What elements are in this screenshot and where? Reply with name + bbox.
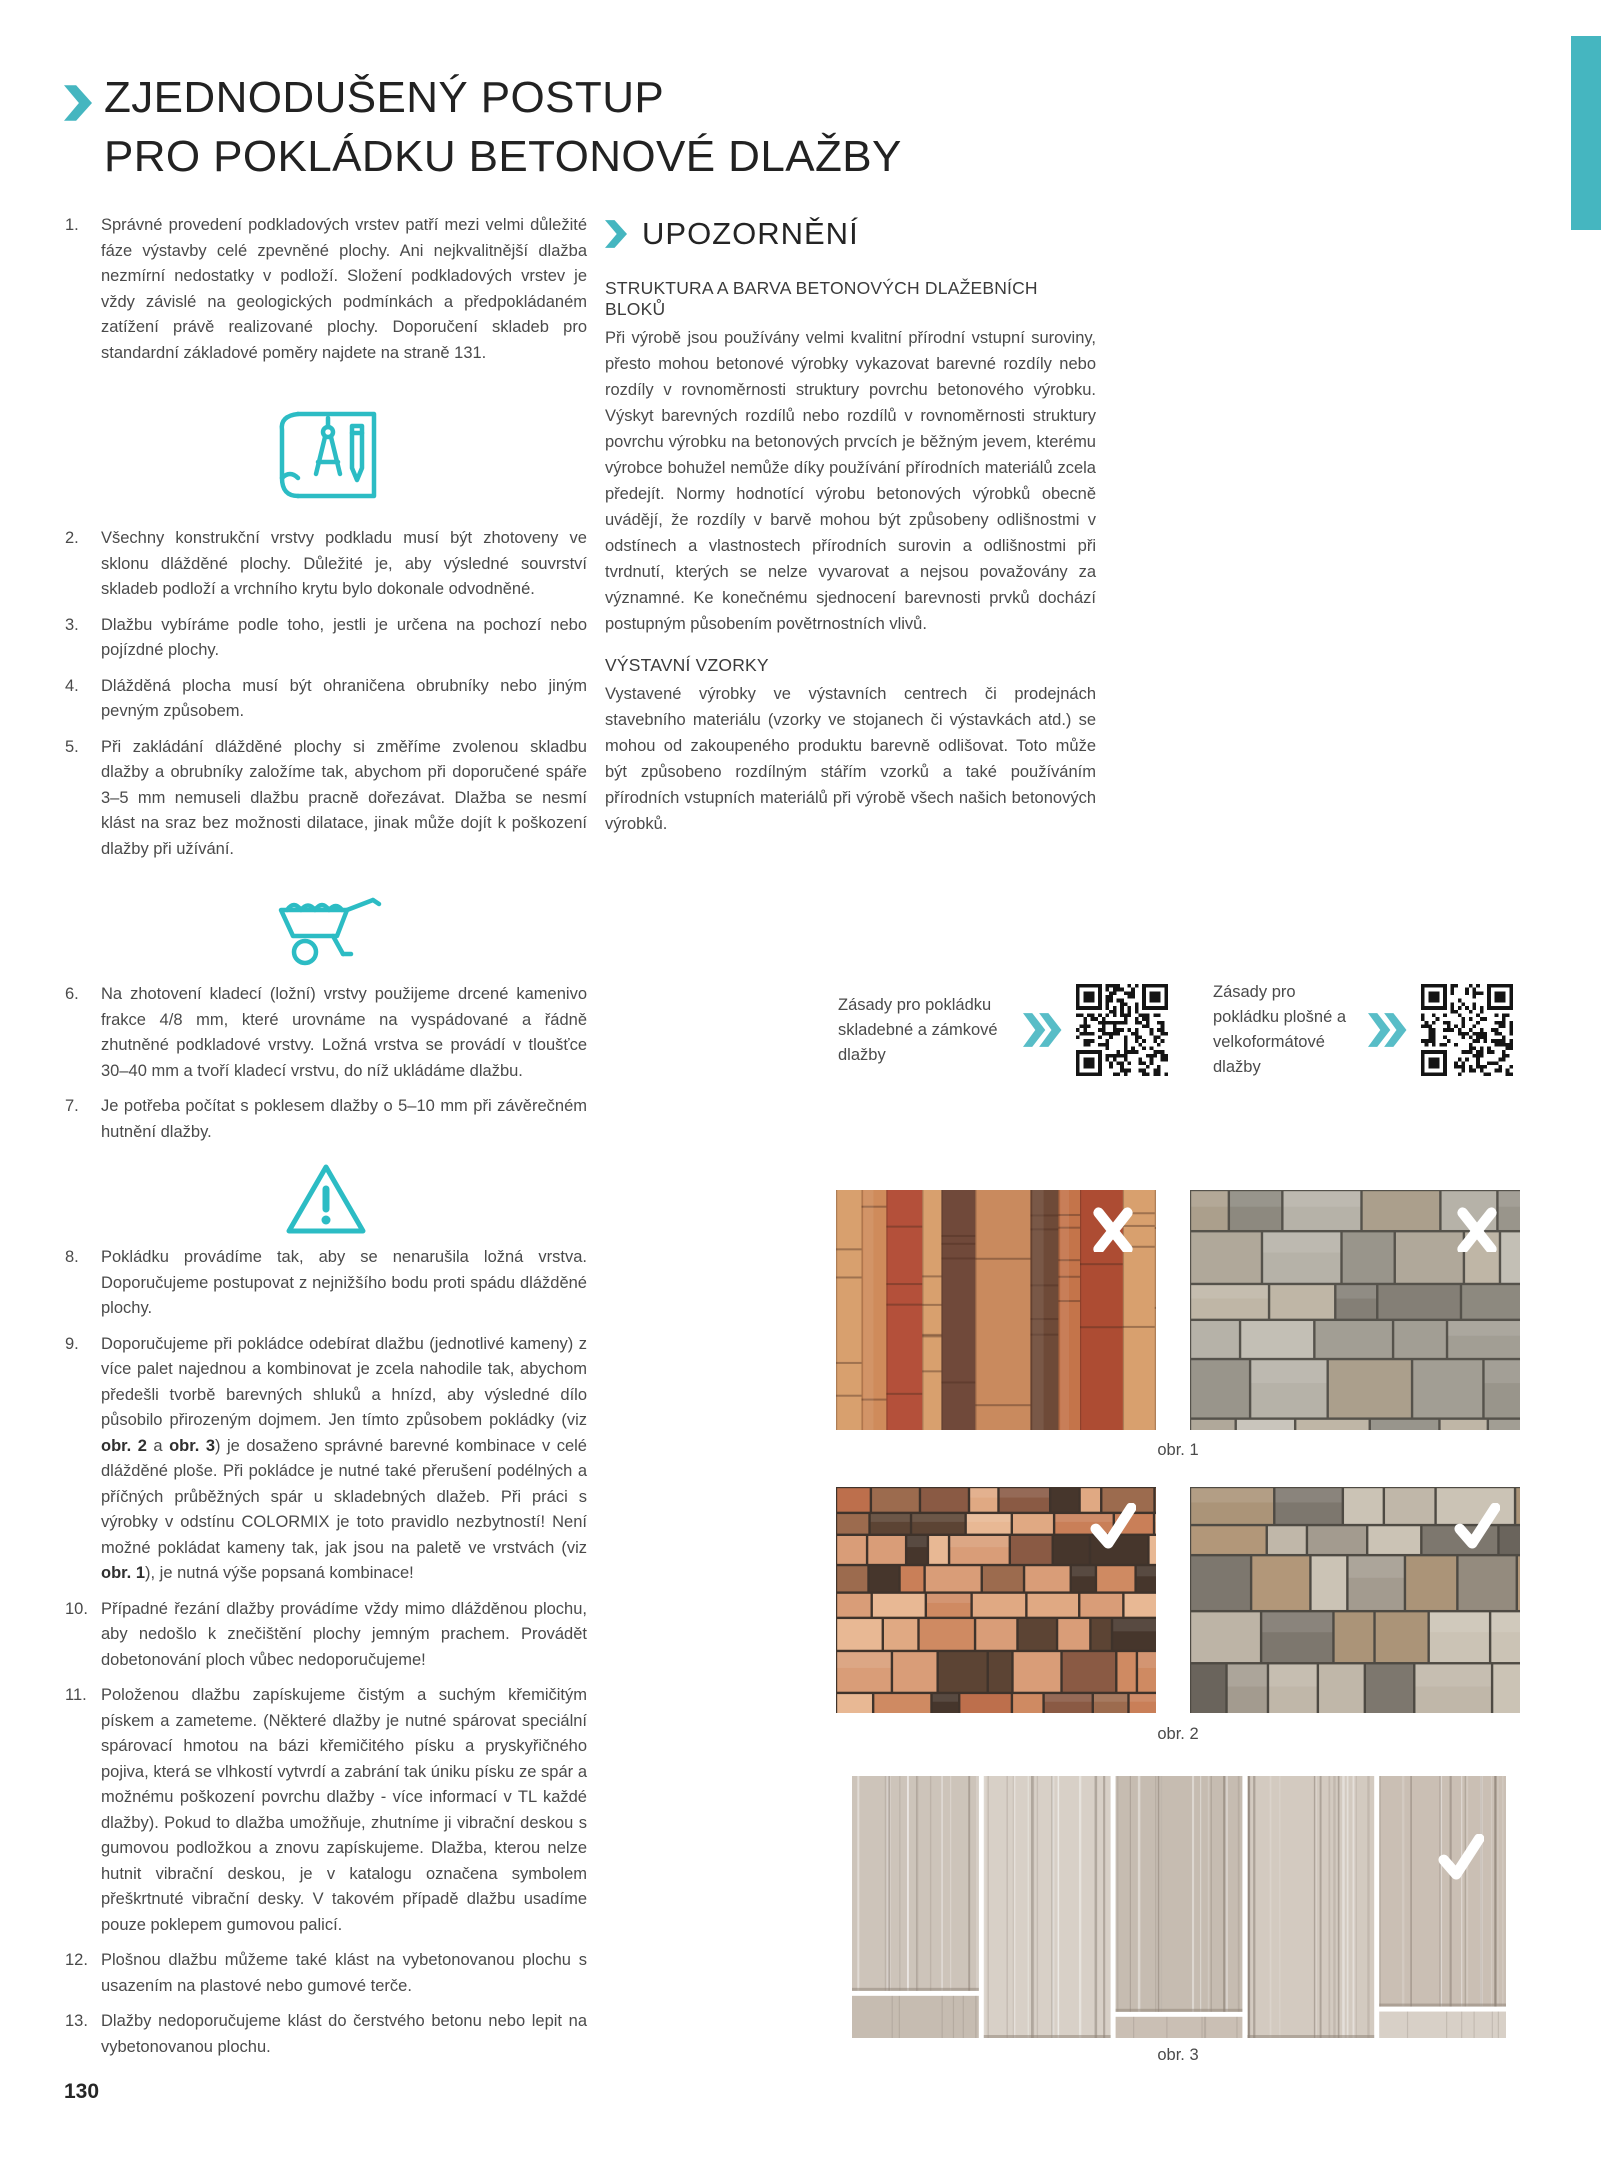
- item-text: [101, 982, 587, 1084]
- qr-link-interlocking-paving: [838, 984, 1168, 1076]
- item-text: [101, 1948, 587, 1999]
- paving-photo-wrong-color-stripes: [836, 1190, 1156, 1430]
- item-number: 8.: [65, 1248, 79, 1266]
- item-text-segment: Dlážděná plocha musí být ohraničena obrubníky nebo jiným pevným způsobem.: [101, 676, 587, 720]
- paving-photo-correct-gray-mix: [1190, 1487, 1520, 1713]
- wheelbarrow-icon-row: [65, 872, 587, 982]
- warning-icon-row: [65, 1155, 587, 1245]
- item-number: 6.: [65, 985, 79, 1003]
- item-text-segment: Dlažbu vybíráme podle toho, jestli je určena na pochozí nebo pojízdné plochy.: [101, 615, 587, 659]
- item-number: 2.: [65, 529, 79, 547]
- list-item: [65, 674, 587, 725]
- item-number: 12.: [65, 1951, 88, 1969]
- item-text-segment: Při zakládání dlážděné plochy si změříme zvolenou skladbu dlažby a obrubníky založíme tak, abychom při doporučené spáře 3–5 mm nemuseli dlažbu pracně dořezávat. Dlažba se nesmí klást na sraz bez možnosti dilatace, jinak může dojít k poškození dlažby při užívání.: [101, 737, 587, 858]
- check-mark-icon: [1438, 1834, 1484, 1880]
- item-text-segment: Položenou dlažbu zapískujeme čistým a suchým křemičitým pískem a zameteme. (Některé dlažby je nutné spárovat speciální spárovací hmotou na bázi křemičitého písku a pryskyřičného pojiva, která se vlhkostí vytvrdí a zabrání tak úniku písku ze spár a možnému poškození povrchu dlažby - více informací v TL každé dlažby). Pokud to dlažba umožňuje, zhutníme ji vibrační deskou s gumovou podložkou a znovu zapískujeme. Dlažba, kterou nelze hutnit vibrační deskou, je v katalogu označena symbolem přeškrtnuté vibrační desky. V takovém případě dlažbu usadíme pouze poklepem gumovou palicí.: [101, 1686, 587, 1934]
- check-mark-icon: [1454, 1503, 1500, 1549]
- chevron-right-icon: [64, 84, 92, 122]
- item-text-segment: Všechny konstrukční vrstvy podkladu musí být zhotoveny ve sklonu dlážděné plochy. Důležité je, aby výsledné souvrství skladeb podloží a vrchního krytu bylo dokonale odvodněné.: [101, 529, 587, 598]
- list-item: [65, 526, 587, 603]
- qr-link-large-format-paving: [1213, 980, 1513, 1080]
- item-text-segment: ) je dosaženo správné barevné kombinace v celé dlážděné ploše. Při pokládce je nutné také přerušení podélných a příčných průběžných spár u skladebných dlažeb. Při práci s výrobky v odstínu COLORMIX je toto pravidlo nezbytností! Není možné pokládat kameny tak, jak jsou na paletě ve vrstvách (viz: [101, 1436, 587, 1557]
- page-number: 130: [64, 2080, 100, 2103]
- item-number: 11.: [65, 1686, 87, 1704]
- wheelbarrow-icon: [267, 880, 385, 972]
- paving-photo-correct-color-mix: [836, 1487, 1156, 1713]
- figure-caption: obr. 3: [1157, 2046, 1199, 2064]
- item-number: 10.: [65, 1599, 88, 1618]
- list-item: [65, 1683, 587, 1938]
- item-text-segment: Doporučujeme při pokládce odebírat dlažbu (jednotlivé kameny) z více palet najednou a kombinovat je zcela nahodile tak, abychom předešli tvorbě barevných shluků a hnízd, aby výsledné dílo působilo přirozeným dojmem. Jen tímto způsobem pokládky (viz: [101, 1334, 587, 1429]
- warning-triangle-icon: [283, 1161, 369, 1237]
- item-number: 1.: [65, 216, 79, 234]
- item-text: [101, 526, 587, 603]
- figure-reference: obr. 3: [169, 1436, 216, 1455]
- item-number: 3.: [65, 615, 79, 634]
- item-number: 7.: [65, 1097, 79, 1115]
- list-item: [65, 1597, 587, 1674]
- check-mark-icon: [1090, 1503, 1136, 1549]
- item-text: [101, 1245, 587, 1322]
- item-text: [101, 613, 587, 664]
- list-item: [65, 1332, 587, 1587]
- figure-reference: obr. 1: [101, 1564, 146, 1582]
- corner-accent-bar: [1571, 36, 1601, 230]
- item-number: 13.: [65, 2012, 88, 2030]
- list-item: [65, 213, 587, 366]
- blueprint-compass-icon: [270, 406, 382, 504]
- item-text-segment: Plošnou dlažbu můžeme také klást na vybetonovanou plochu s usazením na plastové nebo gumové terče.: [101, 1951, 587, 1995]
- notice-subheading-structure: STRUKTURA A BARVA BETONOVÝCH DLAŽEBNÍCH BLOKŮ: [605, 278, 1038, 319]
- paving-photo-large-format-planks: [852, 1776, 1506, 2038]
- figure-caption: obr. 1: [1157, 1441, 1199, 1459]
- paving-photo-wrong-gray-pallet-layers: [1190, 1190, 1520, 1430]
- notice-heading: UPOZORNĚNÍ: [642, 216, 859, 251]
- qr-code: [1076, 984, 1168, 1076]
- item-text: [101, 1094, 587, 1145]
- list-item: [65, 735, 587, 863]
- item-text: [101, 1597, 587, 1674]
- item-text-segment: Případné řezání dlažby provádíme vždy mimo dlážděnou plochu, aby nedošlo k znečištění plochy jemným prachem. Provádět dobetonování ploch vůbec nedoporučujeme!: [101, 1599, 587, 1669]
- list-item: [65, 1094, 587, 1145]
- instructions-list: [65, 213, 587, 2070]
- x-mark-icon: [1090, 1206, 1136, 1252]
- item-text-segment: Je potřeba počítat s poklesem dlažby o 5–10 mm při závěrečném hutnění dlažby.: [101, 1097, 587, 1141]
- double-chevron-right-icon: [1368, 1008, 1408, 1052]
- notice-subheading-samples: VÝSTAVNÍ VZORKY: [605, 655, 769, 675]
- item-text-segment: Na zhotovení kladecí (ložní) vrstvy použijeme drcené kamenivo frakce 4/8 mm, které urovnáme na vyspádované a řádně zhutněné podkladové vrstvy. Ložná vrstva se provádí v tloušťce 30–40 mm a tvoří kladecí vrstvu, do níž ukládáme dlažbu.: [101, 985, 587, 1080]
- item-number: 4.: [65, 676, 79, 695]
- item-number: 5.: [65, 737, 79, 756]
- page-title-line1: ZJEDNODUŠENÝ POSTUP: [104, 73, 665, 122]
- list-item: [65, 982, 587, 1084]
- notice-column: [605, 216, 1096, 837]
- page-title: [104, 68, 902, 186]
- qr-link-label: Zásady pro pokládku plošné a velkoformátové dlažby: [1213, 983, 1347, 1076]
- item-text-segment: ), je nutná výše popsaná kombinace!: [145, 1564, 414, 1582]
- blueprint-icon-row: [65, 376, 587, 526]
- x-mark-icon: [1454, 1206, 1500, 1252]
- chevron-right-icon: [605, 219, 627, 249]
- list-item: [65, 613, 587, 664]
- double-chevron-right-icon: [1023, 1008, 1063, 1052]
- item-text: [101, 674, 587, 725]
- item-text-segment: a: [146, 1436, 170, 1455]
- item-text: [101, 735, 587, 863]
- title-block: [64, 68, 902, 186]
- item-text: [101, 1332, 587, 1587]
- item-text: [101, 213, 587, 366]
- qr-link-label: Zásady pro pokládku skladebné a zámkové dlažby: [838, 995, 998, 1064]
- list-item: [65, 1245, 587, 1322]
- item-text: [101, 2009, 587, 2060]
- notice-paragraph-structure: Při výrobě jsou používány velmi kvalitní přírodní vstupní suroviny, přesto mohou betonové výrobky vykazovat barevné rozdíly nebo rozdíly v rovnoměrnosti struktury povrchu betonového výrobku. Výskyt barevných rozdílů nebo rozdílů v rovnoměrnosti struktury povrchu výrobku na betonových prvcích je běžným jevem, kterému výrobce bohužel nemůže díky používání přírodních materiálů zcela předejít. Normy hodnotící výrobu betonových výrobků obecně uvádějí, že rozdíly v barvě mohou být způsobeny odlišnostmi v odstínech a vlastnostech přírodních surovin a odlišnostmi při tvrdnutí, kterých se nelze vyvarovat a nejsou považovány za významné. Ke konečnému sjednocení barevnosti prvků dochází postupným působením povětrnostních vlivů.: [605, 329, 1096, 633]
- qr-code: [1421, 984, 1513, 1076]
- notice-paragraph-samples: Vystavené výrobky ve výstavních centrech či prodejnách stavebního materiálu (vzorky ve stojanech či výstavkách atd.) se mohou od zakoupeného produktu barevně odlišovat. Toto může být způsobeno rozdílným stářím vzorků a také používáním přírodních vstupních materiálů při výrobě všech našich betonových výrobků.: [605, 685, 1096, 833]
- figure-reference: obr. 2: [101, 1436, 147, 1455]
- item-number: 9.: [65, 1334, 79, 1353]
- page-title-line2: PRO POKLÁDKU BETONOVÉ DLAŽBY: [104, 132, 902, 181]
- notice-heading-row: [605, 216, 1096, 252]
- list-item: [65, 2009, 587, 2060]
- item-text: [101, 1683, 587, 1938]
- item-text-segment: Správné provedení podkladových vrstev patří mezi velmi důležité fáze výstavby celé zpevněné plochy. Ani nejkvalitnější dlažba nezmírní nedostatky v podloží. Složení podkladových vrstev je vždy závislé na geologických podmínkách a předpokládaném zatížení právě realizované plochy. Doporučení skladeb pro standardní základové poměry najdete na straně 131.: [101, 216, 587, 362]
- figure-caption: obr. 2: [1157, 1725, 1199, 1743]
- item-text-segment: Dlažby nedoporučujeme klást do čerstvého betonu nebo lepit na vybetonovanou plochu.: [101, 2012, 587, 2056]
- list-item: [65, 1948, 587, 1999]
- item-text-segment: Pokládku provádíme tak, aby se nenarušila ložná vrstva. Doporučujeme postupovat z nejnižšího bodu proti spádu dlážděné plochy.: [101, 1248, 587, 1317]
